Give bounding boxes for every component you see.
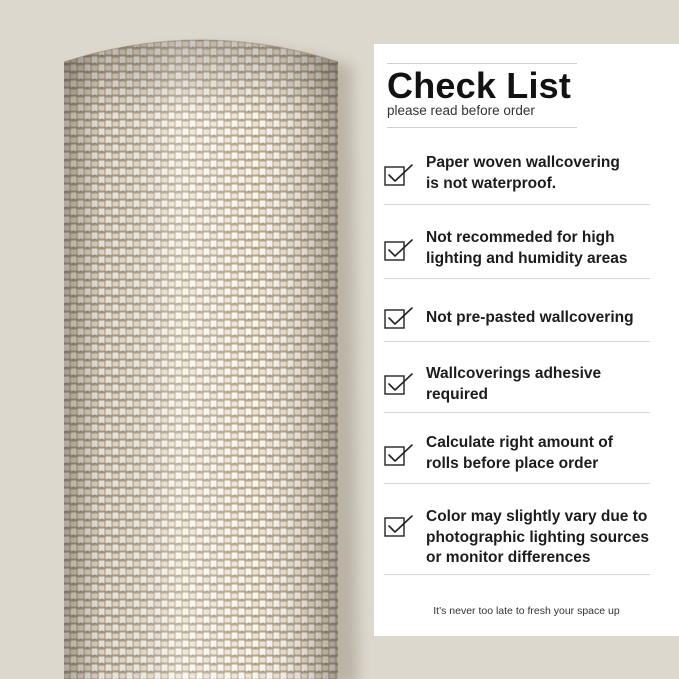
- check-list-item-text: [426, 433, 676, 474]
- check-list-item-line: Calculate right amount of: [426, 434, 613, 451]
- checkbox-checked-icon: [384, 443, 414, 467]
- footer-tagline: It's never too late to fresh your space up: [433, 605, 620, 617]
- item-divider: [384, 574, 650, 575]
- item-divider: [384, 341, 650, 342]
- check-list-subtitle: please read before order: [387, 103, 535, 118]
- title-divider: [387, 127, 577, 128]
- checkbox-checked-icon: [384, 163, 414, 187]
- check-list-item-line: Not recommeded for high: [426, 229, 615, 246]
- checkbox-checked-icon: [384, 238, 414, 262]
- title-top-divider: [387, 63, 577, 64]
- check-list-item-text: [426, 228, 676, 269]
- check-list-item-line: required: [426, 385, 489, 403]
- check-list-item-text: [426, 308, 676, 329]
- check-list-card: [374, 44, 679, 636]
- check-list-item-line: Paper woven wallcovering: [426, 154, 620, 171]
- item-divider: [384, 483, 650, 484]
- check-list-item-line: rolls before place order: [426, 454, 599, 472]
- check-list-item-line: is not waterproof.: [426, 174, 557, 192]
- item-divider: [384, 278, 650, 279]
- check-list-item-line: Wallcoverings adhesive: [426, 365, 602, 382]
- check-list-item-line: lighting and humidity areas: [426, 249, 628, 267]
- check-list-item-line: Color may slightly vary due to: [426, 508, 648, 525]
- checkbox-checked-icon: [384, 514, 414, 538]
- check-list-item-line: Not pre-pasted wallcovering: [426, 309, 634, 326]
- checkbox-checked-icon: [384, 306, 414, 330]
- check-list-item-text: [426, 507, 676, 569]
- check-list-item-text: [426, 153, 676, 194]
- item-divider: [384, 204, 650, 205]
- check-list-item-text: [426, 364, 676, 405]
- check-list-item-line: or monitor differences: [426, 549, 591, 566]
- woven-wallpaper-roll: [64, 40, 338, 679]
- check-list-item-line: photographic lighting sources: [426, 528, 650, 546]
- checkbox-checked-icon: [384, 372, 414, 396]
- check-list-title: Check List: [387, 65, 572, 106]
- item-divider: [384, 412, 650, 413]
